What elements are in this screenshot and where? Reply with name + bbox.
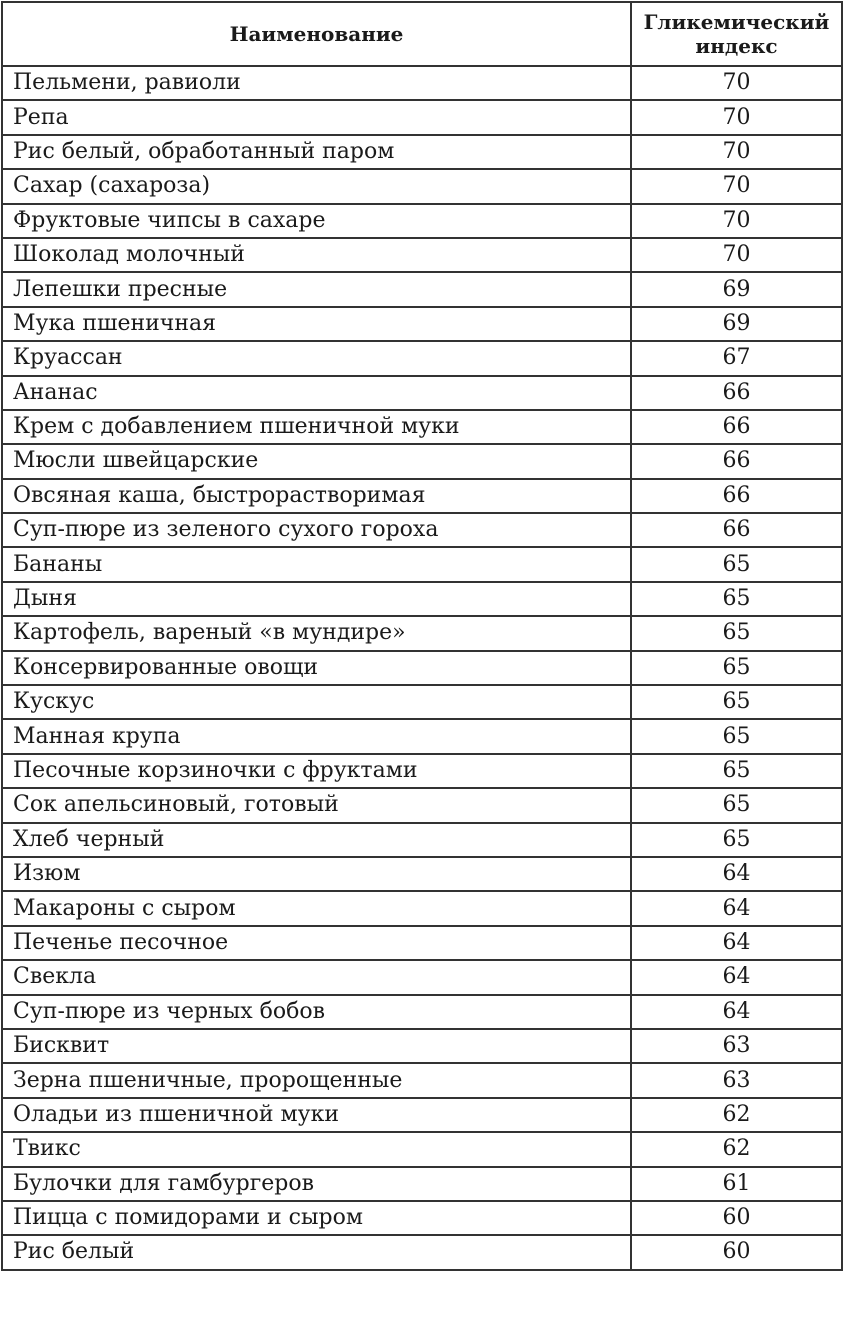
table-row (2, 582, 842, 616)
product-name-cell: Суп-пюре из зеленого сухого гороха (2, 513, 631, 547)
table-row (2, 995, 842, 1029)
product-name-cell: Свекла (2, 960, 631, 994)
product-name-cell: Шоколад молочный (2, 238, 631, 272)
table-header (2, 2, 842, 66)
table-row (2, 307, 842, 341)
product-name-cell: Пельмени, равиоли (2, 66, 631, 100)
glycemic-index-cell: 63 (631, 1029, 842, 1063)
product-name-cell: Овсяная каша, быстрорастворимая (2, 479, 631, 513)
glycemic-index-table (1, 1, 843, 1271)
glycemic-index-cell: 62 (631, 1098, 842, 1132)
table-body (2, 66, 842, 1270)
product-name-cell: Сок апельсиновый, готовый (2, 788, 631, 822)
product-name-cell: Картофель, вареный «в мундире» (2, 616, 631, 650)
glycemic-index-cell: 70 (631, 238, 842, 272)
product-name-cell: Дыня (2, 582, 631, 616)
glycemic-index-cell: 64 (631, 891, 842, 925)
table-row (2, 616, 842, 650)
glycemic-index-cell: 70 (631, 204, 842, 238)
table-row (2, 1098, 842, 1132)
glycemic-index-cell: 62 (631, 1132, 842, 1166)
product-name-cell: Манная крупа (2, 719, 631, 753)
glycemic-index-cell: 67 (631, 341, 842, 375)
product-name-cell: Мука пшеничная (2, 307, 631, 341)
product-name-cell: Крем с добавлением пшеничной муки (2, 410, 631, 444)
glycemic-index-cell: 69 (631, 272, 842, 306)
table-row (2, 788, 842, 822)
table-row (2, 857, 842, 891)
glycemic-index-cell: 61 (631, 1167, 842, 1201)
product-name-cell: Изюм (2, 857, 631, 891)
glycemic-index-cell: 65 (631, 616, 842, 650)
table-row (2, 66, 842, 100)
product-name-cell: Рис белый, обработанный паром (2, 135, 631, 169)
column-header-gi-line2: индекс (695, 34, 778, 58)
glycemic-index-cell: 65 (631, 719, 842, 753)
glycemic-index-cell: 66 (631, 376, 842, 410)
glycemic-index-cell: 65 (631, 788, 842, 822)
product-name-cell: Репа (2, 100, 631, 134)
glycemic-index-cell: 70 (631, 169, 842, 203)
product-name-cell: Круассан (2, 341, 631, 375)
table-row (2, 410, 842, 444)
table-row (2, 719, 842, 753)
product-name-cell: Пицца с помидорами и сыром (2, 1201, 631, 1235)
glycemic-index-cell: 64 (631, 926, 842, 960)
product-name-cell: Фруктовые чипсы в сахаре (2, 204, 631, 238)
table-row (2, 444, 842, 478)
product-name-cell: Мюсли швейцарские (2, 444, 631, 478)
table-row (2, 238, 842, 272)
glycemic-index-cell: 70 (631, 100, 842, 134)
table-row (2, 272, 842, 306)
glycemic-index-cell: 70 (631, 66, 842, 100)
glycemic-index-cell: 66 (631, 444, 842, 478)
table-row (2, 1132, 842, 1166)
glycemic-index-cell: 69 (631, 307, 842, 341)
glycemic-index-cell: 64 (631, 857, 842, 891)
product-name-cell: Печенье песочное (2, 926, 631, 960)
product-name-cell: Бисквит (2, 1029, 631, 1063)
table-row (2, 204, 842, 238)
column-header-gi-line1: Гликемический (643, 10, 830, 34)
table-row (2, 479, 842, 513)
table-row (2, 1063, 842, 1097)
product-name-cell: Кускус (2, 685, 631, 719)
glycemic-index-cell: 66 (631, 479, 842, 513)
product-name-cell: Суп-пюре из черных бобов (2, 995, 631, 1029)
glycemic-index-cell: 65 (631, 754, 842, 788)
product-name-cell: Сахар (сахароза) (2, 169, 631, 203)
table-row (2, 754, 842, 788)
product-name-cell: Макароны с сыром (2, 891, 631, 925)
table-row (2, 926, 842, 960)
product-name-cell: Твикс (2, 1132, 631, 1166)
column-header-glycemic-index (631, 2, 842, 66)
glycemic-index-cell: 66 (631, 410, 842, 444)
glycemic-index-cell: 65 (631, 685, 842, 719)
header-row (2, 2, 842, 66)
product-name-cell: Бананы (2, 547, 631, 581)
table-row (2, 651, 842, 685)
table-row (2, 1235, 842, 1269)
glycemic-index-cell: 66 (631, 513, 842, 547)
glycemic-index-cell: 65 (631, 582, 842, 616)
product-name-cell: Оладьи из пшеничной муки (2, 1098, 631, 1132)
product-name-cell: Лепешки пресные (2, 272, 631, 306)
glycemic-index-cell: 70 (631, 135, 842, 169)
glycemic-index-cell: 63 (631, 1063, 842, 1097)
table-row (2, 1029, 842, 1063)
table-row (2, 135, 842, 169)
table-row (2, 823, 842, 857)
product-name-cell: Рис белый (2, 1235, 631, 1269)
glycemic-index-cell: 65 (631, 547, 842, 581)
table-row (2, 891, 842, 925)
product-name-cell: Ананас (2, 376, 631, 410)
glycemic-index-cell: 60 (631, 1201, 842, 1235)
column-header-name: Наименование (2, 2, 631, 66)
table-row (2, 685, 842, 719)
glycemic-index-cell: 60 (631, 1235, 842, 1269)
product-name-cell: Зерна пшеничные, пророщенные (2, 1063, 631, 1097)
glycemic-index-cell: 64 (631, 995, 842, 1029)
glycemic-index-cell: 64 (631, 960, 842, 994)
product-name-cell: Песочные корзиночки с фруктами (2, 754, 631, 788)
table-row (2, 376, 842, 410)
table-row (2, 1201, 842, 1235)
product-name-cell: Хлеб черный (2, 823, 631, 857)
table-row (2, 1167, 842, 1201)
table-row (2, 169, 842, 203)
table-row (2, 100, 842, 134)
table-row (2, 547, 842, 581)
glycemic-index-cell: 65 (631, 823, 842, 857)
product-name-cell: Булочки для гамбургеров (2, 1167, 631, 1201)
product-name-cell: Консервированные овощи (2, 651, 631, 685)
glycemic-index-cell: 65 (631, 651, 842, 685)
table-row (2, 341, 842, 375)
table-row (2, 513, 842, 547)
table-row (2, 960, 842, 994)
